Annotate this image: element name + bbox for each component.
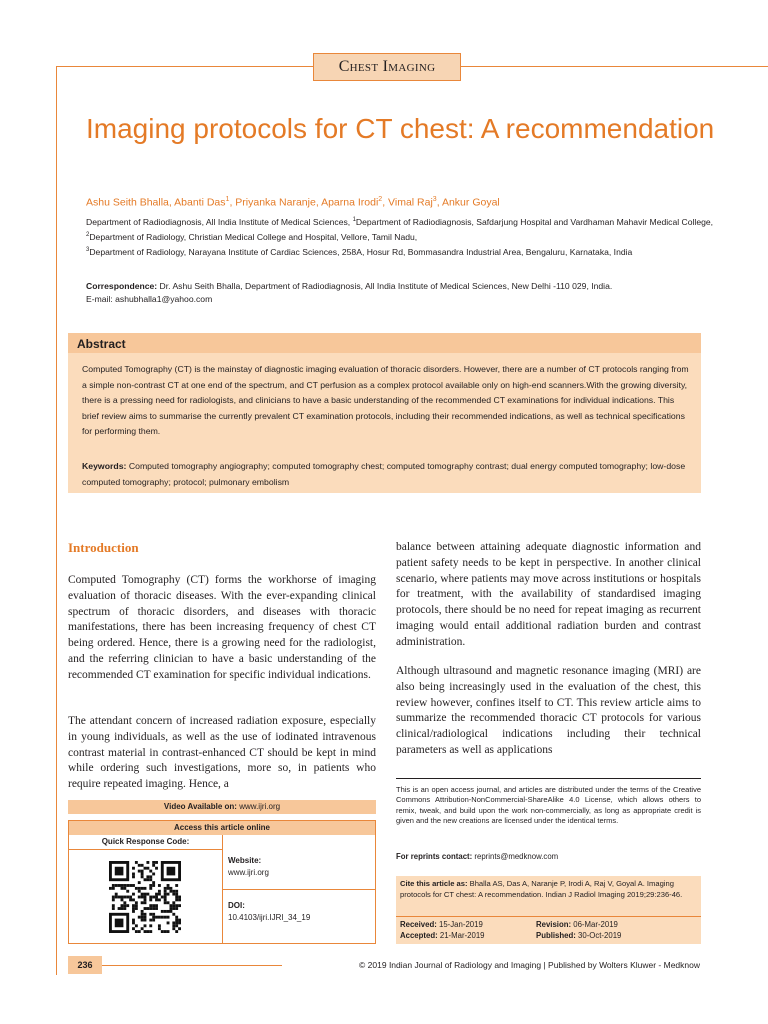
received-date: Received: 15-Jan-2019 [400, 920, 483, 929]
abstract-header [68, 333, 701, 353]
divider [396, 916, 701, 917]
qr-label: Quick Response Code: [69, 835, 222, 850]
divider [222, 889, 375, 890]
correspondence: Correspondence: Dr. Ashu Seith Bhalla, Department of Radiodiagnosis, All India Institute of Medical Sciences, New Delhi -110 029, India. E-mail: ashubhalla1@yahoo.com [86, 281, 613, 305]
author-list: Ashu Seith Bhalla, Abanti Das$^1$, Priyanka Naranje, Aparna Irodi$^2$, Vimal Raj$^3$, Ankur Goyal [86, 196, 500, 209]
qr-panel [69, 835, 223, 943]
page-number: 236 [68, 956, 102, 974]
video-link[interactable]: www.ijri.org [236, 802, 281, 811]
intro-paragraph: balance between attaining adequate diagnostic information and patient safety needs to be kept in perspective. In another clinical scenario, where patients may move across institutions or hospitals for treatment, with the availability of standardised imaging protocols, there should be no need for repeat imaging as recurrent imaging would entail additional radiation burden and contrast administration. [396, 541, 701, 648]
intro-paragraph: Although ultrasound and magnetic resonance imaging (MRI) are also being increasingly used in the evaluation of the chest, this review however, confines itself to CT. This review article aims to summarize the recommended thoracic CT protocols for various clinical/radiological indications including their technical parameters as well as applications [396, 665, 701, 756]
email[interactable]: E-mail: ashubhalla1@yahoo.com [86, 294, 213, 305]
website-label: Website: [228, 856, 262, 865]
author-name: Abanti Das [174, 196, 226, 209]
author-name: Ashu Seith Bhalla [86, 196, 169, 209]
license-note: This is an open access journal, and articles are distributed under the terms of the Creative Commons Attribution-NonCommercial-ShareAlike 4.0 License, which allows others to remix, tweak, and build upon the work non-commercially, as long as appropriate credit is given and the new creations are licensed under the identical terms. [396, 785, 701, 826]
abstract-text: Computed Tomography (CT) is the mainstay of diagnostic imaging evaluation of thoracic disorders. However, there are a number of CT protocols ranging from a simple non-contrast CT at one end of the spectrum, and CT perfusion as a complex protocol available only on high-end scanners.With the growing diversity, there is a pressing need for radiologists, and clinicians to have a basic understanding of the recommended CT examinations for individual indications. This brief review aims to summarise the currently prevalent CT examination protocols, including their recommended indications, as well as technical specifications for performing them. [82, 364, 689, 436]
website-link[interactable]: www.ijri.org [228, 868, 269, 877]
access-heading: Access this article online [69, 821, 375, 835]
abstract-box [68, 333, 701, 493]
intro-paragraph: Computed Tomography (CT) forms the workhorse of imaging evaluation of thoracic diseases. With the ever-expanding clinical spectrum of thoracic disorders, and diseases with thoracic manifestations, there has been increasing frequency of chest CT being ordered. Hence, there is a growing need for the radiologist, and the referring clinician to have a basic understanding of the recommended CT examination for specific individual indications. [68, 574, 376, 681]
intro-heading: Introduction [68, 540, 139, 555]
author-name: Priyanka Naranje [235, 196, 316, 209]
doi-label: DOI: [228, 901, 245, 910]
author-name: Vimal Raj [388, 196, 433, 209]
reprints-contact: For reprints contact: reprints@medknow.com [396, 852, 559, 861]
accepted-date: Accepted: 21-Mar-2019 [400, 931, 485, 940]
article-title: Imaging protocols for CT chest: A recommendation [86, 113, 715, 144]
affiliations: Department of Radiodiagnosis, All India Institute of Medical Sciences, $^1$Department of Radiodiagnosis, Safdarjung Hospital and Vardhaman Mahavir Medical College, $^2$Department of Radiology, Christian Medical College and Hospital, Vellore, Tamil Nadu, $^3$Department of Radiology, Narayana Institute of Cardiac Sciences, 258A, Hosur Rd, Bommasandra Industrial Area, Bengaluru, Karnataka, India [86, 216, 714, 257]
footer-credit: © 2019 Indian Journal of Radiology and Imaging | Published by Wolters Kluwer - Medknow [359, 960, 700, 970]
citation-text: Cite this article as: Bhalla AS, Das A, Naranje P, Irodi A, Raj V, Goyal A. Imaging protocols for CT chest: A recommendation. Indian J Radiol Imaging 2019;29:236-46. [400, 879, 683, 899]
author-name: Ankur Goyal [441, 196, 500, 209]
keywords: Keywords: Computed tomography angiography; computed tomography chest; computed tomography contrast; dual energy computed tomography; low-dose computed tomography; protocol; pulmonary embolism [82, 461, 686, 487]
divider [396, 778, 701, 779]
revision-date: Revision: 06-Mar-2019 [536, 920, 618, 929]
citation-box [396, 876, 701, 944]
author-name: Aparna Irodi [321, 196, 379, 209]
qr-code-icon[interactable] [109, 861, 181, 933]
access-online-box [68, 820, 376, 944]
video-available: Video Available on: www.ijri.org [68, 800, 376, 814]
doi-link[interactable]: 10.4103/ijri.IJRI_34_19 [228, 913, 311, 922]
section-label: Chest Imaging [313, 53, 461, 81]
published-date: Published: 30-Oct-2019 [536, 931, 622, 940]
intro-paragraph: The attendant concern of increased radiation exposure, especially in young individuals, as well as the use of iodinated intravenous contrast material in contrast-enhanced CT should be kept in mind while ordering such investigations, more so, in patients who require repeated imaging. Hence, a [68, 715, 376, 791]
divider [102, 965, 282, 966]
abstract-heading: Abstract [77, 337, 126, 351]
